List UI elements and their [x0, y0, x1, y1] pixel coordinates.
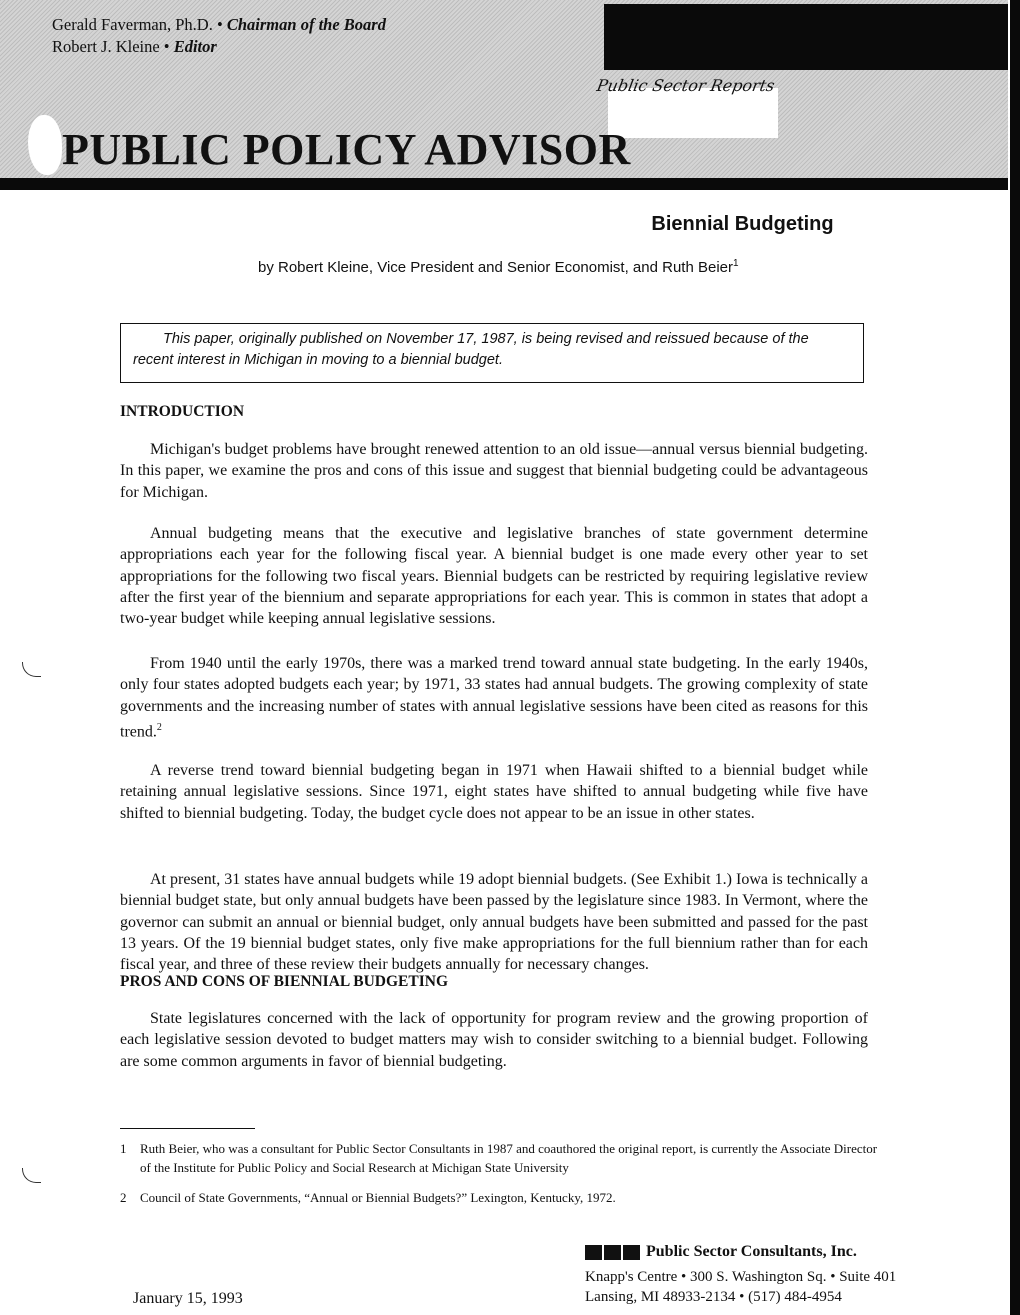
paragraph: A reverse trend toward biennial budgeting began in 1971 when Hawaii shifted to a biennial budget while retaining annual legislative sessions. Since 1971, eight states have shifted to annual budgeting while five have shifted to biennial budgeting. Today, the budget cycle does not appear to be an issue in other states.: [120, 762, 868, 822]
paragraph: State legislatures concerned with the lack of opportunity for program review and the growing proportion of each legislative session devoted to budget matters may wish to consider switching to a biennial budget. Following are some common arguments in favor of biennial budgeting.: [120, 1010, 868, 1070]
byline: by Robert Kleine, Vice President and Senior Economist, and Ruth Beier$^1$: [258, 258, 739, 276]
page-border: [1010, 0, 1020, 1315]
masthead-bottom-bar: [0, 178, 1008, 190]
address-line: Knapp's Centre • 300 S. Washington Sq. • Suite 401: [585, 1269, 897, 1285]
logo-blot: [28, 115, 62, 175]
margin-mark: [22, 1168, 41, 1183]
revision-note-box: [120, 323, 864, 383]
footnote: 2 Council of State Governments, “Annual or Biennial Budgets?” Lexington, Kentucky, 1972.: [120, 1190, 616, 1205]
masthead-editor: Robert J. Kleine • Editor: [52, 37, 217, 56]
document-title: Biennial Budgeting: [651, 213, 834, 235]
psc-logo-lower: [608, 104, 778, 134]
revision-note: This paper, originally published on November 17, 1987, is being revised and reissued because of the recent interest in Michigan in moving to a biennial budget.: [133, 331, 809, 368]
address-line: Lansing, MI 48933-2134 • (517) 484-4954: [585, 1289, 842, 1305]
paragraph: From 1940 until the early 1970s, there was a marked trend toward annual state budgeting. In the early 1940s, only four states adopted budgets each year; by 1971, 33 states had annual budgets. The growing complexity of state governments and the increasing number of states with annual legislative sessions have been cited as reasons for this trend.$^2$: [120, 655, 868, 741]
public-sector-reports-script: Public Sector Reports: [595, 76, 777, 95]
paragraph: Annual budgeting means that the executive and legislative branches of state government determine appropriations each year for the following fiscal year. A biennial budget is one made every other year to set appropriations for the following two fiscal years. Biennial budgets can be restricted by requiring legislative review after the first year of the biennium and separate appropriations for each year. This is common in states that adopt a two-year budget while keeping annual legislative sessions.: [120, 525, 868, 628]
intro-heading: INTRODUCTION: [120, 403, 245, 420]
issue-date: January 15, 1993: [133, 1290, 243, 1307]
masthead-chairman: Gerald Faverman, Ph.D. • Chairman of the Board: [52, 15, 386, 34]
masthead-black-bar: [604, 4, 1008, 70]
footnote: 1 Ruth Beier, who was a consultant for Public Sector Consultants in 1987 and coauthored the original report, is currently the Associate Director of the Institute for Public Policy and Social Research at Michigan State University: [120, 1141, 878, 1175]
pros-cons-heading: PROS AND CONS OF BIENNIAL BUDGETING: [120, 973, 448, 990]
publication-title: PUBLIC POLICY ADVISOR: [62, 125, 631, 174]
margin-mark: [22, 662, 41, 677]
footer-company: [585, 1243, 857, 1261]
footnote-rule: [120, 1128, 255, 1129]
company-name: Public Sector Consultants, Inc.: [646, 1243, 857, 1260]
paragraph: Michigan's budget problems have brought renewed attention to an old issue—annual versus biennial budgeting. In this paper, we examine the pros and cons of this issue and suggest that biennial budgeting could be advantageous for Michigan.: [120, 441, 868, 501]
paragraph: At present, 31 states have annual budgets while 19 adopt biennial budgets. (See Exhibit 1.) Iowa is technically a biennial budget state, but only annual budgets have been passed by the legislature since 1983. In Vermont, where the governor can submit an annual or biennial budget, only annual budgets have been submitted and passed for the past 13 years. Of the 19 biennial budget states, only five make appropriations for the full biennium rather than for each fiscal year, and three of these review their budgets annually for necessary changes.: [120, 871, 868, 974]
psc-logo-icon: [585, 1245, 640, 1260]
